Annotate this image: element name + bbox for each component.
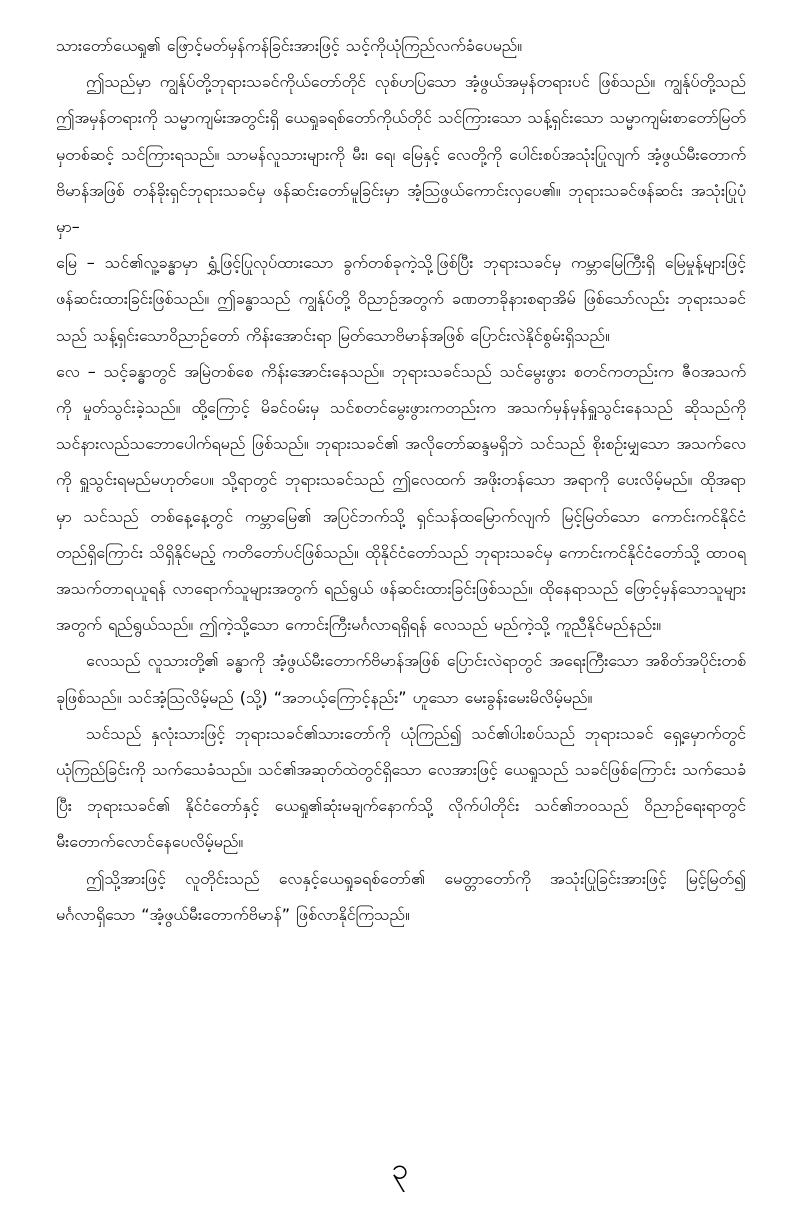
paragraph-air: လေ – သင့်ခန္ဓာတွင် အမြဲတစ်စေ ကိန်းအောင်းနေသည်။ ဘုရားသခင်သည် သင်မွေးဖွား စတင်ကတည်းက ဇီဝအသက်ကို မှုတ်သွင်းခဲ့သည်။ ထို့ကြောင့် မိခင်ဝမ်းမှ သင်စတင်မွေးဖွားကတည်းက အသက်မှန်မှန်ရှူသွင်းနေသည် ဆိုသည်ကို သင်နားလည်သဘောပေါက်ရမည် ဖြစ်သည်။ ဘုရားသခင်၏ အလိုတော်ဆန္ဒမရှိဘဲ သင်သည် စိုးစဉ်းမျှသော အသက်လေကို ရှူသွင်းရမည်မဟုတ်ပေ။ သို့ရာတွင် ဘုရားသခင်သည် ဤလေထက် အဖိုးတန်သော အရာကို ပေးလိမ့်မည်။ ထိုအရာမှာ သင်သည် တစ်နေ့နေ့တွင် ကမ္ဘာမြေ၏ အပြင်ဘက်သို့ ရှင်သန်ထမြောက်လျက် မြင့်မြတ်သော ကောင်းကင်နိုင်ငံတည်ရှိကြောင်း သိရှိနိုင်မည့် ကတိတော်ပင်ဖြစ်သည်။ ထိုနိုင်ငံတော်သည် ဘုရားသခင်မှ ကောင်းကင်နိုင်ငံတော်သို့ ထာဝရအသက်တာရယူရန် လာရောက်သူများအတွက် ရည်ရွယ် ဖန်ဆင်းထားခြင်းဖြစ်သည်။ ထိုနေရာသည် ဖြောင့်မှန်သောသူများအတွက် ရည်ရွယ်သည်။ ဤကဲ့သို့သော ကောင်းကြီးမင်္ဂလာရရှိရန် လေသည် မည်ကဲ့သို့ ကူညီနိုင်မည်နည်း။ [56,361,746,635]
paragraph-confession: သင်သည် နှလုံးသားဖြင့် ဘုရားသခင်၏သားတော်ကို ယုံကြည်၍ သင်၏ပါးစပ်သည် ဘုရားသခင် ရှေ့မှောက်တွင် ယုံကြည်ခြင်းကို သက်သေခံသည်။ သင်၏အဆုတ်ထဲတွင်ရှိသော လေအားဖြင့် ယေရှုသည် သခင်ဖြစ်ကြောင်း သက်သေခံပြီး ဘုရားသခင်၏ နိုင်ငံတော်နှင့် ယေရှု၏ဆုံးမချက်နောက်သို့ လိုက်ပါတိုင်း သင်၏ဘဝသည် ဝိညာဉ်ရေးရာတွင် မီးတောက်လောင်နေပေလိမ့်မည်။ [56,723,746,852]
document-body [56,28,746,933]
paragraph-air-importance: လေသည် လူသားတို့၏ ခန္ဓာကို အံ့ဖွယ်မီးတောက်ဗိမာန်အဖြစ် ပြောင်းလဲရာတွင် အရေးကြီးသော အစိတ်အပိုင်းတစ်ခုဖြစ်သည်။ သင်အံ့သြလိမ့်မည် (သို့) “အဘယ့်ကြောင့်နည်း” ဟူသော မေးခွန်းမေးမိလိမ့်မည်။ [56,651,746,707]
paragraph-fiery-temple-intro: ဤသည်မှာ ကျွန်ုပ်တို့ဘုရားသခင်ကိုယ်တော်တိုင် လုစ်ဟပြသော အံ့ဖွယ်အမှန်တရားပင် ဖြစ်သည်။ ကျွန်ုပ်တို့သည် ဤအမှန်တရားကို သမ္မာကျမ်းအတွင်းရှိ ယေရှုခရစ်တော်ကိုယ်တိုင် သင်ကြားသော သန့်ရှင်းသော သမ္မာကျမ်းစာတော်မြတ်မှတစ်ဆင့် သင်ကြားရသည်။ သာမန်လူသားများကို မီး၊ ရေ၊ မြေနှင့် လေတို့ကို ပေါင်းစပ်အသုံးပြုလျက် အံ့ဖွယ်မီးတောက်ဗိမာန်အဖြစ် တန်ခိုးရှင်ဘုရားသခင်မှ ဖန်ဆင်းတော်မူခြင်းမှာ အံ့သြဖွယ်ကောင်းလှပေ၏။ ဘုရားသခင်ဖန်ဆင်း အသုံးပြုပုံမှာ– [56,72,746,237]
paragraph-earth: မြေ – သင်၏လူ့ခန္ဓာမှာ ရွှံ့ဖြင့်ပြုလုပ်ထားသော ခွက်တစ်ခုကဲ့သို့ဖြစ်ပြီး ဘုရားသခင်မှ ကမ္ဘာမြေကြီးရှိ မြေမှုန့်များဖြင့် ဖန်ဆင်းထားခြင်းဖြစ်သည်။ ဤခန္ဓာသည် ကျွန်ုပ်တို့ ဝိညာဉ်အတွက် ခဏတာခိုနားစရာအိမ် ဖြစ်သော်လည်း ဘုရားသခင်သည် သန့်ရှင်းသောဝိညာဉ်တော် ကိန်းအောင်းရာ မြတ်သောဗိမာန်အဖြစ် ပြောင်းလဲနိုင်စွမ်းရှိသည်။ [56,253,746,345]
paragraph-conclusion: ဤသို့အားဖြင့် လူတိုင်းသည် လေနှင့်ယေရှုခရစ်တော်၏ မေတ္တာတော်ကို အသုံးပြုခြင်းအားဖြင့် မြင့်မြတ်၍ မင်္ဂလာရှိသော “အံ့ဖွယ်မီးတောက်ဗိမာန်” ဖြစ်လာနိုင်ကြသည်။ [56,868,746,924]
paragraph-continuation: သားတော်ယေရှု၏ ဖြောင့်မတ်မှန်ကန်ခြင်းအားဖြင့် သင့်ကိုယုံကြည်လက်ခံပေမည်။ [56,36,523,55]
page-number: ၃ [391,1152,409,1187]
